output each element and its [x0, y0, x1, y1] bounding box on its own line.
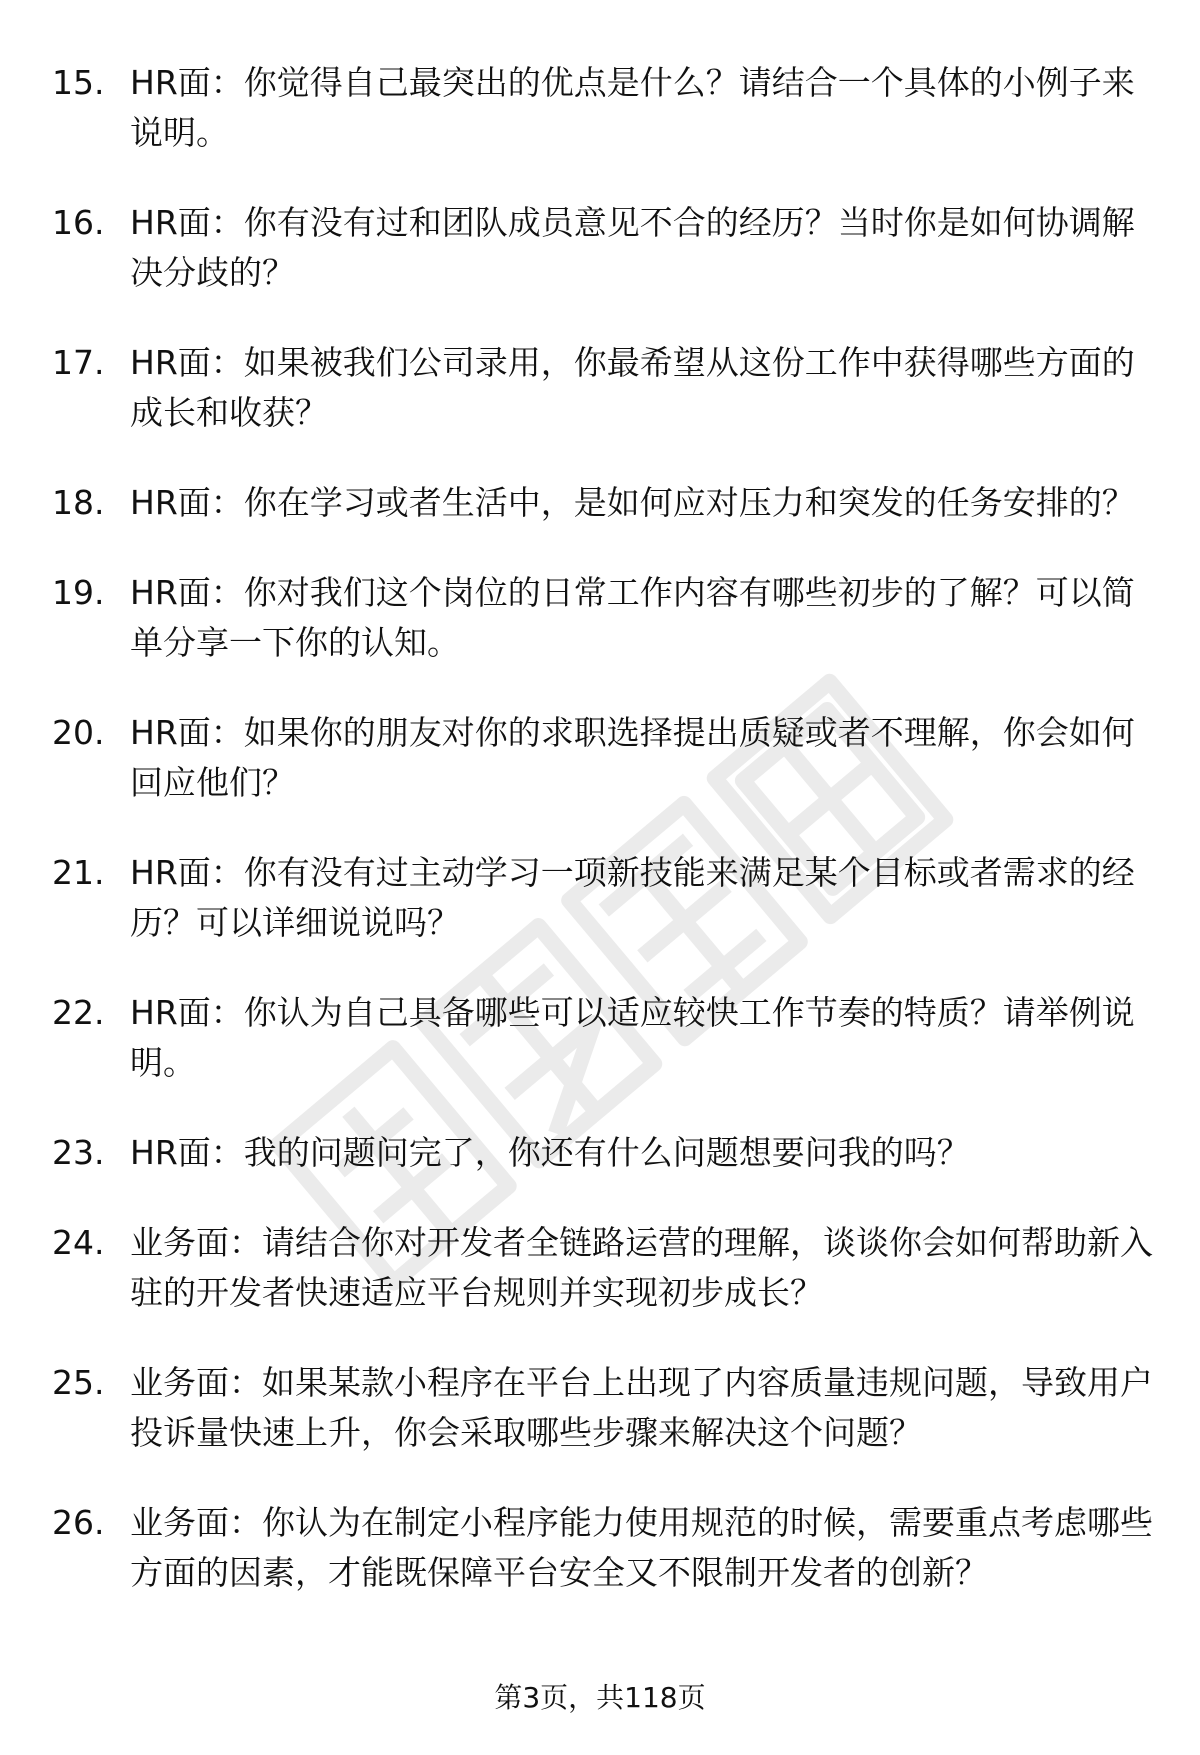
question-item-21: [52, 848, 1162, 948]
question-number: 26.: [52, 1503, 105, 1542]
question-text: 业务面：如果某款小程序在平台上出现了内容质量违规问题，导致用户投诉量快速上升，你会采取哪些步骤来解决这个问题？: [130, 1363, 1153, 1452]
question-number: 24.: [52, 1223, 105, 1262]
question-number: 19.: [52, 573, 105, 612]
question-text: HR面：你有没有过和团队成员意见不合的经历？当时你是如何协调解决分歧的？: [130, 203, 1135, 292]
question-text: 业务面：你认为在制定小程序能力使用规范的时候，需要重点考虑哪些方面的因素，才能既保障平台安全又不限制开发者的创新？: [130, 1503, 1153, 1592]
question-item-22: [52, 988, 1162, 1088]
question-item-20: [52, 708, 1162, 808]
question-text: 业务面：请结合你对开发者全链路运营的理解，谈谈你会如何帮助新入驻的开发者快速适应平台规则并实现初步成长？: [130, 1223, 1153, 1312]
question-item-25: [52, 1358, 1162, 1458]
question-list: [52, 58, 1162, 1598]
question-item-26: [52, 1498, 1162, 1598]
question-number: 16.: [52, 203, 105, 242]
question-item-15: [52, 58, 1162, 158]
question-number: 20.: [52, 713, 105, 752]
page-footer: 第3页，共118页: [494, 1681, 706, 1714]
question-item-18: [52, 478, 1162, 528]
question-number: 17.: [52, 343, 105, 382]
question-number: 25.: [52, 1363, 105, 1402]
question-text: HR面：你觉得自己最突出的优点是什么？请结合一个具体的小例子来说明。: [130, 63, 1135, 152]
question-text: HR面：我的问题问完了，你还有什么问题想要问我的吗？: [130, 1133, 970, 1172]
question-number: 23.: [52, 1133, 105, 1172]
question-text: HR面：你认为自己具备哪些可以适应较快工作节奏的特质？请举例说明。: [130, 993, 1135, 1082]
question-text: HR面：如果你的朋友对你的求职选择提出质疑或者不理解，你会如何回应他们？: [130, 713, 1135, 802]
question-text: HR面：如果被我们公司录用，你最希望从这份工作中获得哪些方面的成长和收获？: [130, 343, 1135, 432]
question-item-17: [52, 338, 1162, 438]
question-text: HR面：你对我们这个岗位的日常工作内容有哪些初步的了解？可以简单分享一下你的认知。: [130, 573, 1135, 662]
question-text: HR面：你有没有过主动学习一项新技能来满足某个目标或者需求的经历？可以详细说说吗？: [130, 853, 1135, 942]
question-text: HR面：你在学习或者生活中，是如何应对压力和突发的任务安排的？: [130, 483, 1135, 522]
question-item-16: [52, 198, 1162, 298]
question-item-23: [52, 1128, 1162, 1178]
question-number: 22.: [52, 993, 105, 1032]
question-number: 21.: [52, 853, 105, 892]
question-number: 18.: [52, 483, 105, 522]
question-item-19: [52, 568, 1162, 668]
question-item-24: [52, 1218, 1162, 1318]
question-number: 15.: [52, 63, 105, 102]
